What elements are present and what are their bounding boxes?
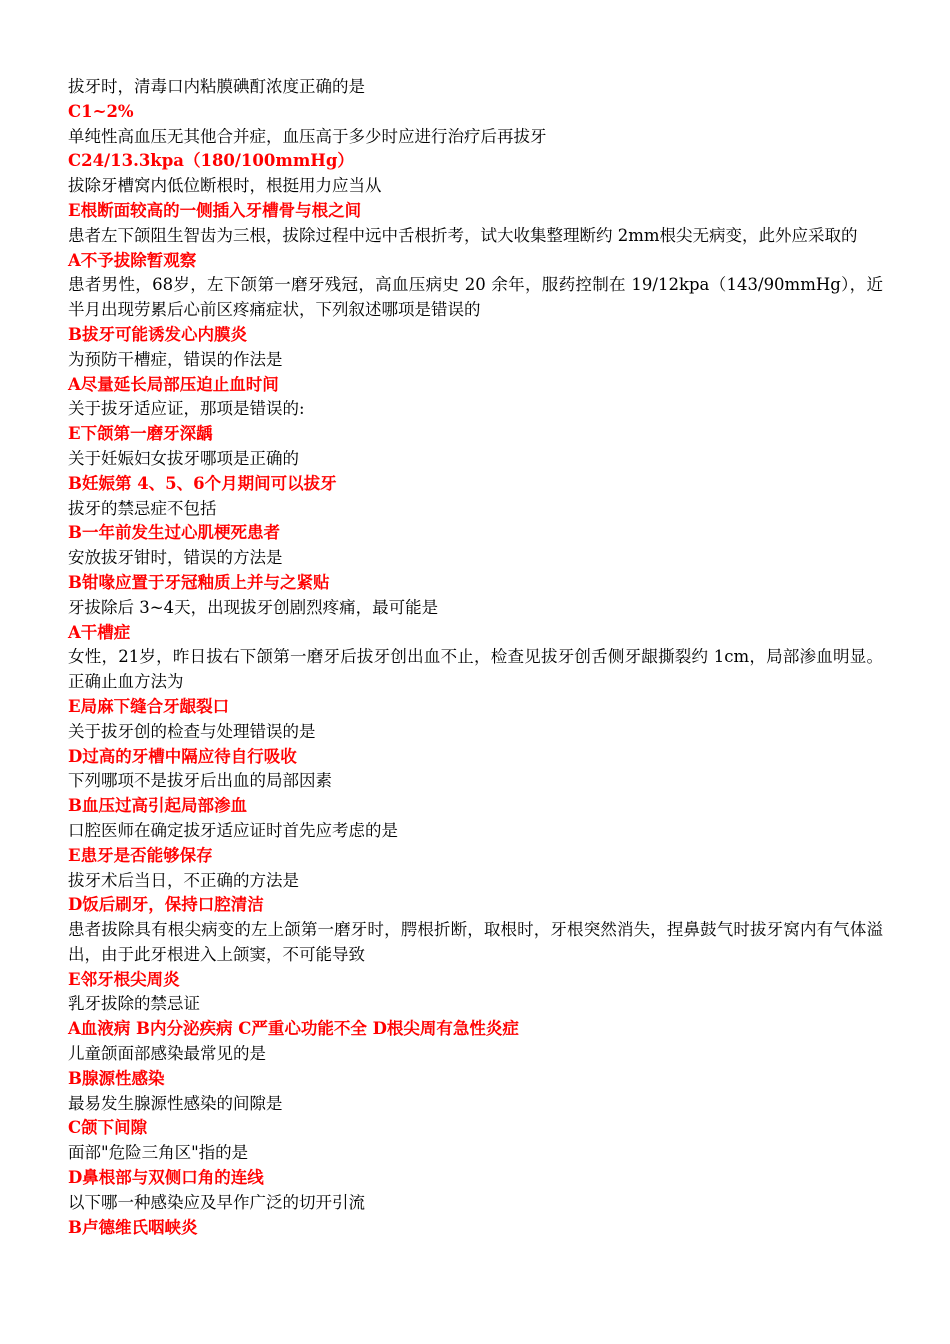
question-text: 安放拔牙钳时，错误的方法是 — [68, 548, 283, 568]
question-text: 面部"危险三角区"指的是 — [68, 1143, 249, 1163]
answer-text: B钳喙应置于牙冠釉质上并与之紧贴 — [68, 572, 330, 592]
answer-text: A血液病 B内分泌疾病 C严重心功能不全 D根尖周有急性炎症 — [68, 1019, 519, 1039]
answer-text: D过高的牙槽中隔应待自行吸收 — [68, 746, 297, 766]
answer-text: E根断面较高的一侧插入牙槽骨与根之间 — [68, 200, 362, 220]
answer-text: B拔牙可能诱发心内膜炎 — [68, 324, 247, 344]
answer-text: B腺源性感染 — [68, 1068, 165, 1088]
answer-text: D饭后刷牙，保持口腔清洁 — [68, 895, 264, 915]
question-text: 最易发生腺源性感染的间隙是 — [68, 1093, 283, 1113]
question-text: 患者左下颌阻生智齿为三根，拔除过程中远中舌根折考，试大收集整理断约 2mm根尖无病变，此外应采取的 — [68, 225, 858, 245]
question-text: 患者拔除具有根尖病变的左上颌第一磨牙时，腭根折断，取根时，牙根突然消失，捏鼻鼓气时拔牙窝内有气体溢出，由于此牙根进入上颌窦，不可能导致 — [68, 920, 883, 964]
question-text: 下列哪项不是拔牙后出血的局部因素 — [68, 771, 332, 791]
question-text: 关于拔牙适应证，那项是错误的: — [68, 399, 305, 419]
question-text: 为预防干槽症，错误的作法是 — [68, 349, 283, 369]
answer-text: B血压过高引起局部渗血 — [68, 796, 247, 816]
question-text: 拔牙的禁忌症不包括 — [68, 498, 217, 518]
question-text: 拔牙时，清毒口内粘膜碘酊浓度正确的是 — [68, 77, 365, 96]
answer-text: E邻牙根尖周炎 — [68, 969, 180, 989]
question-text: 单纯性高血压无其他合并症，血压高于多少时应进行治疗后再拔牙 — [68, 126, 547, 146]
answer-text: A干槽症 — [68, 622, 131, 642]
question-text: 牙拔除后 3~4天，出现拔牙创剧烈疼痛，最可能是 — [68, 597, 439, 617]
answer-text: E患牙是否能够保存 — [68, 845, 213, 865]
answer-text: B妊娠第 4、5、6个月期间可以拔牙 — [68, 473, 337, 493]
answer-text: E下颌第一磨牙深龋 — [68, 424, 213, 444]
question-text: 关于妊娠妇女拔牙哪项是正确的 — [68, 448, 299, 468]
question-text: 女性，21岁，昨日拔右下颌第一磨牙后拔牙创出血不止，检查见拔牙创舌侧牙龈撕裂约 1cm，局部渗血明显。正确止血方法为 — [68, 647, 883, 692]
answer-text: B一年前发生过心肌梗死患者 — [68, 523, 280, 543]
question-text: 以下哪一种感染应及早作广泛的切开引流 — [68, 1192, 365, 1212]
document-page — [68, 75, 883, 1240]
question-text: 关于拔牙创的检查与处理错误的是 — [68, 721, 316, 741]
question-text: 儿童颌面部感染最常见的是 — [68, 1044, 266, 1064]
question-text: 口腔医师在确定拔牙适应证时首先应考虑的是 — [68, 820, 398, 840]
answer-text: D鼻根部与双侧口角的连线 — [68, 1168, 264, 1188]
answer-text: A不予拔除暂观察 — [68, 250, 197, 270]
answer-text: E局麻下缝合牙龈裂口 — [68, 696, 230, 716]
answer-text: C颌下间隙 — [68, 1118, 148, 1138]
question-text: 拔牙术后当日，不正确的方法是 — [68, 870, 299, 890]
answer-text: B卢德维氏咽峡炎 — [68, 1217, 198, 1237]
question-text: 拔除牙槽窝内低位断根时，根挺用力应当从 — [68, 176, 382, 196]
question-text: 患者男性，68岁，左下颌第一磨牙残冠，高血压病史 20 余年，服药控制在 19/12kpa（143/90mmHg），近半月出现劳累后心前区疼痛症状，下列叙述哪项是错误的 — [68, 275, 883, 320]
answer-text: C24/13.3kpa（180/100mmHg） — [68, 151, 354, 171]
answer-text: A尽量延长局部压迫止血时间 — [68, 374, 279, 394]
answer-text: C1~2% — [68, 101, 134, 121]
question-text: 乳牙拔除的禁忌证 — [68, 994, 200, 1014]
